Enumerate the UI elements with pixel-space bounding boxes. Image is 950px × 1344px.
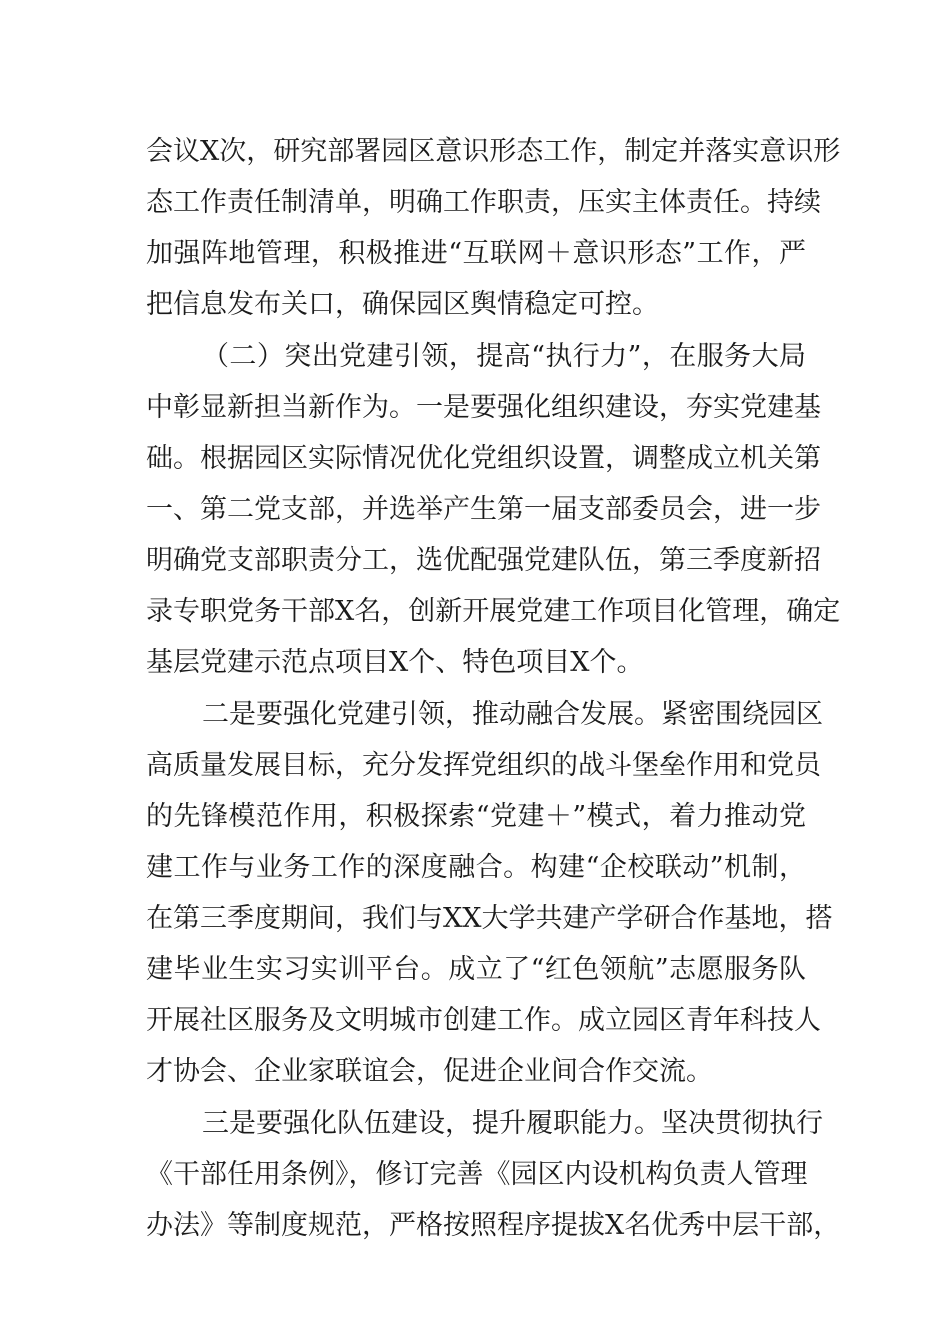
text-line: 建毕业生实习实训平台。成立了“红色领航”志愿服务队 bbox=[146, 954, 806, 985]
text-line: 建工作与业务工作的深度融合。构建“企校联动”机制， bbox=[146, 852, 806, 883]
text-line: 基层党建示范点项目X个、特色项目X个。 bbox=[146, 647, 644, 678]
text-line: 在第三季度期间，我们与XX大学共建产学研合作基地，搭 bbox=[146, 903, 833, 934]
text-line: 加强阵地管理，积极推进“互联网＋意识形态”工作，严 bbox=[146, 238, 806, 269]
document-body bbox=[146, 126, 841, 1252]
text-line: 一、第二党支部，并选举产生第一届支部委员会，进一步 bbox=[146, 494, 821, 525]
text-line: 办法》等制度规范，严格按照程序提拔X名优秀中层干部， bbox=[146, 1210, 841, 1241]
text-line: 二是要强化党建引领，推动融合发展。紧密围绕园区 bbox=[202, 699, 823, 730]
text-line: 才协会、企业家联谊会，促进企业间合作交流。 bbox=[146, 1056, 713, 1087]
text-line: 础。根据园区实际情况优化党组织设置，调整成立机关第 bbox=[146, 443, 821, 474]
paragraph bbox=[146, 689, 833, 1097]
text-line: 开展社区服务及文明城市创建工作。成立园区青年科技人 bbox=[146, 1005, 821, 1036]
text-line: 中彰显新担当新作为。一是要强化组织建设，夯实党建基 bbox=[146, 392, 821, 423]
text-line: 的先锋模范作用，积极探索“党建＋”模式，着力推动党 bbox=[146, 801, 806, 832]
text-line: 高质量发展目标，充分发挥党组织的战斗堡垒作用和党员 bbox=[146, 750, 821, 781]
text-line: 态工作责任制清单，明确工作职责，压实主体责任。持续 bbox=[146, 187, 821, 218]
paragraph bbox=[146, 1098, 841, 1251]
text-line: 三是要强化队伍建设，提升履职能力。坚决贯彻执行 bbox=[202, 1108, 823, 1139]
text-line: 会议X次，研究部署园区意识形态工作，制定并落实意识形 bbox=[146, 136, 841, 167]
paragraph bbox=[146, 126, 841, 330]
text-line: （二）突出党建引领，提高“执行力”，在服务大局 bbox=[202, 341, 806, 372]
text-line: 《干部任用条例》，修订完善《园区内设机构负责人管理 bbox=[146, 1159, 808, 1190]
text-line: 把信息发布关口，确保园区舆情稳定可控。 bbox=[146, 289, 659, 320]
paragraph bbox=[146, 331, 841, 688]
text-line: 录专职党务干部X名，创新开展党建工作项目化管理，确定 bbox=[146, 596, 841, 627]
text-line: 明确党支部职责分工，选优配强党建队伍，第三季度新招 bbox=[146, 545, 821, 576]
